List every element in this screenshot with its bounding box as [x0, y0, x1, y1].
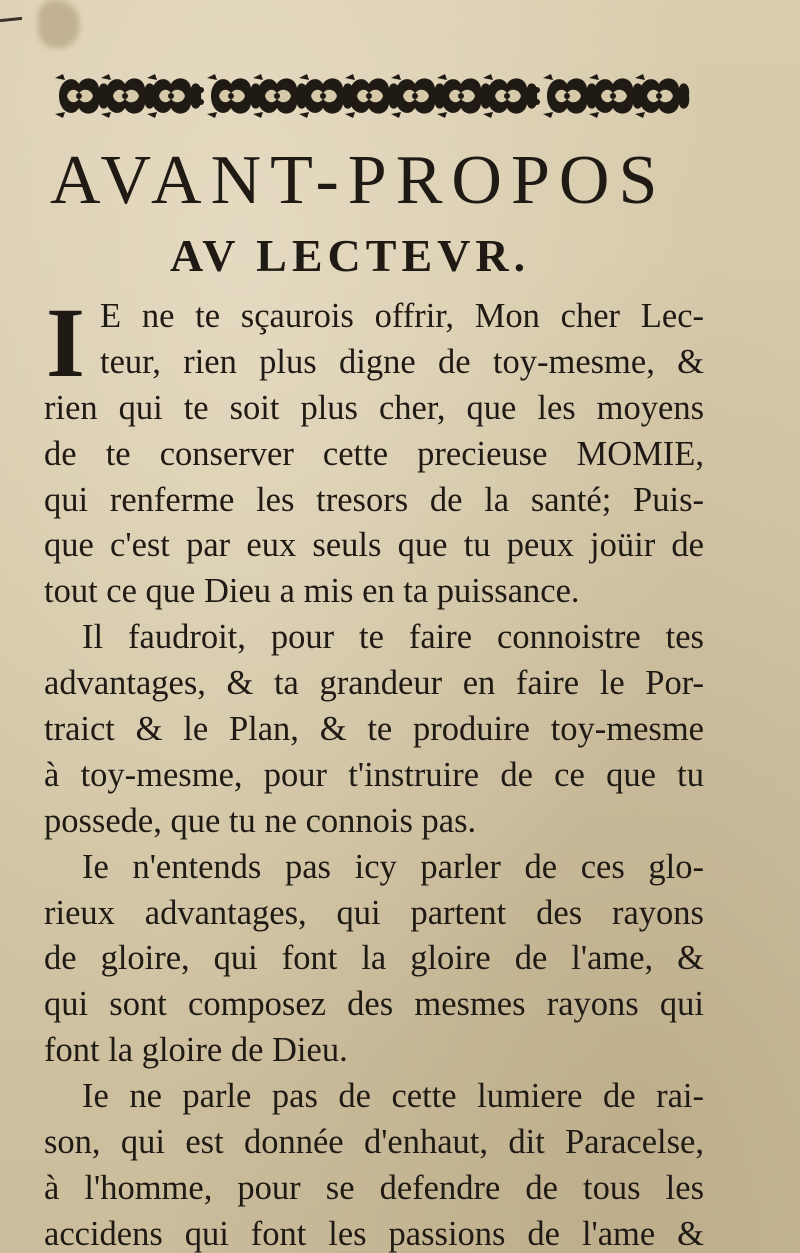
text-line: rien qui te soit plus cher, que les moyens [44, 388, 704, 427]
fleuron-band-icon [55, 70, 695, 122]
text-line: Ie n'entends pas icy parler de ces glo- [82, 847, 704, 886]
text-line: teur, rien plus digne de toy-mesme, & [100, 342, 704, 381]
text-line: qui sont composez des mesmes rayons qui [44, 985, 704, 1024]
body-text [44, 287, 704, 1253]
text-line: qui renferme les tresors de la santé; Puis- [44, 480, 704, 519]
page-subtitle: AV LECTEVR. [170, 230, 531, 281]
first-paragraph [44, 287, 704, 398]
text-line: accidens qui font les passions de l'ame & [44, 1214, 704, 1253]
text-line: à toy-mesme, pour t'instruire de ce que tu [44, 755, 704, 794]
text-line: à l'homme, pour se defendre de tous les [44, 1168, 704, 1207]
text-line: Ie ne parle pas de cette lumiere de rai- [82, 1077, 704, 1116]
text-line: de gloire, qui font la gloire de l'ame, & [44, 939, 704, 978]
text-line: que c'est par eux seuls que tu peux joüir de [44, 526, 704, 565]
paper-stain [38, 0, 80, 48]
text-line: font la gloire de Dieu. [44, 1031, 348, 1070]
corner-ink-mark [0, 17, 22, 22]
text-line: E ne te sçaurois offrir, Mon cher Lec- [100, 297, 704, 335]
text-line: de te conserver cette precieuse MOMIE, [44, 434, 704, 473]
text-line: possede, que tu ne connois pas. [44, 801, 477, 840]
text-line: rieux advantages, qui partent des rayons [44, 893, 704, 932]
text-line: son, qui est donnée d'enhaut, dit Paracelse, [44, 1123, 704, 1162]
text-line: Il faudroit, pour te faire connoistre tes [82, 618, 704, 657]
text-line: advantages, & ta grandeur en faire le Por- [44, 664, 704, 703]
text-line: tout ce que Dieu a mis en ta puissance. [44, 572, 580, 611]
page-title: AVANT-PROPOS [50, 142, 667, 219]
drop-cap: I [46, 287, 85, 398]
text-line: traict & le Plan, & te produire toy-mesme [44, 710, 704, 749]
